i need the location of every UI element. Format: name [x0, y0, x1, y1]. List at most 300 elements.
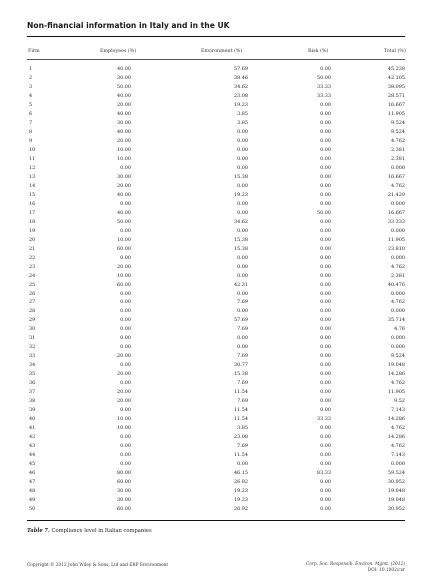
- cell-total: 2.381: [390, 155, 405, 162]
- section-heading: Non-financial information in Italy and in the UK: [27, 21, 230, 30]
- cell-employees: 20.00: [116, 263, 131, 270]
- cell-environment: 0.00: [237, 335, 248, 342]
- cell-risk: 0.00: [320, 452, 331, 459]
- cell-environment: 7.69: [237, 326, 248, 333]
- cell-environment: 0.00: [237, 209, 248, 216]
- cell-risk: 0.00: [320, 308, 331, 315]
- cell-environment: 11.54: [233, 407, 248, 414]
- cell-firm: 15: [29, 191, 36, 198]
- cell-firm: 35: [29, 371, 36, 378]
- cell-risk: 0.00: [320, 236, 331, 243]
- cell-environment: 7.69: [237, 380, 248, 387]
- cell-environment: 0.00: [237, 155, 248, 162]
- cell-total: 59.524: [387, 470, 405, 477]
- cell-total: 0.000: [390, 461, 405, 468]
- cell-employees: 10.00: [116, 236, 131, 243]
- table-row: [0, 237, 430, 246]
- cell-firm: 21: [29, 245, 36, 252]
- cell-environment: 26.92: [233, 506, 248, 513]
- cell-risk: 83.33: [316, 470, 331, 477]
- table-row: [0, 434, 430, 443]
- cell-risk: 0.00: [320, 281, 331, 288]
- cell-firm: 11: [29, 155, 36, 162]
- cell-environment: 15.38: [233, 245, 248, 252]
- cell-risk: 33.33: [316, 83, 331, 90]
- cell-risk: 0.00: [320, 425, 331, 432]
- cell-total: 33.333: [387, 218, 405, 225]
- cell-total: 14.286: [387, 416, 405, 423]
- cell-employees: 0.00: [120, 407, 131, 414]
- table-header-rule: [27, 59, 405, 60]
- cell-total: 9.52: [394, 398, 405, 405]
- cell-employees: 80.00: [116, 470, 131, 477]
- table-row: [0, 129, 430, 138]
- table-row: [0, 102, 430, 111]
- cell-total: 4.76: [394, 326, 405, 333]
- cell-firm: 9: [29, 137, 33, 144]
- cell-environment: 11.54: [233, 389, 248, 396]
- cell-firm: 16: [29, 200, 36, 207]
- cell-firm: 42: [29, 434, 36, 441]
- cell-employees: 10.00: [116, 425, 131, 432]
- cell-employees: 40.00: [116, 66, 131, 72]
- cell-risk: 0.00: [320, 110, 331, 117]
- cell-total: 9.524: [390, 128, 405, 135]
- table-row: [0, 174, 430, 183]
- cell-firm: 30: [29, 326, 36, 333]
- table-row: [0, 282, 430, 291]
- cell-firm: 31: [29, 335, 36, 342]
- table-row: [0, 353, 430, 362]
- cell-employees: 20.00: [116, 389, 131, 396]
- table-top-rule: [27, 36, 405, 37]
- cell-environment: 19.23: [233, 497, 248, 504]
- cell-environment: 0.00: [237, 146, 248, 153]
- cell-employees: 50.00: [116, 218, 131, 225]
- cell-employees: 0.00: [120, 254, 131, 261]
- cell-total: 7.143: [390, 452, 405, 459]
- table-row: [0, 120, 430, 129]
- cell-environment: 42.31: [233, 281, 248, 288]
- table-row: [0, 93, 430, 102]
- cell-total: 0.000: [390, 344, 405, 351]
- table-row: [0, 246, 430, 255]
- cell-employees: 0.00: [120, 317, 131, 324]
- cell-total: 0.000: [390, 227, 405, 234]
- cell-environment: 3.85: [237, 110, 248, 117]
- cell-firm: 14: [29, 182, 36, 189]
- cell-total: 4.762: [390, 425, 405, 432]
- cell-firm: 34: [29, 362, 36, 369]
- cell-firm: 37: [29, 389, 36, 396]
- cell-environment: 11.54: [233, 416, 248, 423]
- cell-firm: 2: [29, 74, 33, 81]
- cell-employees: 20.00: [116, 182, 131, 189]
- cell-employees: 40.00: [116, 128, 131, 135]
- table-row: [0, 380, 430, 389]
- cell-total: 0.000: [390, 254, 405, 261]
- cell-risk: 0.00: [320, 479, 331, 486]
- table-row: [0, 326, 430, 335]
- cell-firm: 27: [29, 299, 36, 306]
- cell-total: 7.143: [390, 407, 405, 414]
- cell-environment: 7.69: [237, 299, 248, 306]
- header-employees: Employees (%): [100, 49, 137, 54]
- cell-total: 0.000: [390, 308, 405, 315]
- cell-total: 11.905: [387, 110, 405, 117]
- cell-total: 11.905: [387, 236, 405, 243]
- cell-risk: 0.00: [320, 497, 331, 504]
- cell-risk: 0.00: [320, 434, 331, 441]
- cell-firm: 43: [29, 443, 36, 450]
- cell-environment: 0.00: [237, 263, 248, 270]
- cell-environment: 30.77: [233, 362, 248, 369]
- header-environment: Environment (%): [201, 49, 243, 54]
- cell-firm: 48: [29, 488, 36, 495]
- cell-environment: 0.00: [237, 272, 248, 279]
- cell-total: 16.667: [387, 209, 405, 216]
- cell-firm: 22: [29, 254, 36, 261]
- cell-risk: 0.00: [320, 191, 331, 198]
- cell-risk: 0.00: [320, 164, 331, 171]
- cell-environment: 0.00: [237, 461, 248, 468]
- cell-total: 38.095: [387, 83, 405, 90]
- cell-risk: 0.00: [320, 299, 331, 306]
- cell-employees: 0.00: [120, 380, 131, 387]
- cell-firm: 28: [29, 308, 36, 315]
- cell-environment: 26.92: [233, 479, 248, 486]
- table-row: [0, 219, 430, 228]
- cell-risk: 0.00: [320, 200, 331, 207]
- cell-employees: 20.00: [116, 353, 131, 360]
- cell-firm: 18: [29, 218, 36, 225]
- table-row: [0, 398, 430, 407]
- cell-firm: 26: [29, 290, 36, 297]
- cell-firm: 46: [29, 470, 36, 477]
- table-row: [0, 317, 430, 326]
- cell-firm: 17: [29, 209, 36, 216]
- table-row: [0, 443, 430, 452]
- cell-employees: 0.00: [120, 326, 131, 333]
- cell-risk: 0.00: [320, 371, 331, 378]
- cell-risk: 50.00: [316, 74, 331, 81]
- cell-environment: 0.00: [237, 227, 248, 234]
- cell-total: 4.762: [390, 137, 405, 144]
- table-row: [0, 228, 430, 237]
- cell-employees: 20.00: [116, 137, 131, 144]
- cell-employees: 0.00: [120, 461, 131, 468]
- table-row: [0, 66, 430, 75]
- cell-environment: 23.08: [233, 434, 248, 441]
- cell-employees: 20.00: [116, 371, 131, 378]
- cell-employees: 0.00: [120, 452, 131, 459]
- cell-environment: 7.69: [237, 353, 248, 360]
- cell-total: 14.286: [387, 371, 405, 378]
- cell-firm: 38: [29, 398, 36, 405]
- cell-firm: 50: [29, 506, 36, 513]
- cell-employees: 0.00: [120, 164, 131, 171]
- cell-firm: 13: [29, 173, 36, 180]
- cell-environment: 34.62: [233, 218, 248, 225]
- cell-environment: 57.69: [233, 317, 248, 324]
- cell-risk: 0.00: [320, 263, 331, 270]
- table-row: [0, 389, 430, 398]
- cell-risk: 0.00: [320, 272, 331, 279]
- cell-employees: 0.00: [120, 434, 131, 441]
- table-row: [0, 192, 430, 201]
- cell-environment: 34.62: [233, 83, 248, 90]
- cell-employees: 0.00: [120, 299, 131, 306]
- cell-firm: 49: [29, 497, 36, 504]
- cell-firm: 24: [29, 272, 36, 279]
- cell-total: 4.762: [390, 182, 405, 189]
- cell-firm: 32: [29, 344, 36, 351]
- table-row: [0, 165, 430, 174]
- table-row: [0, 461, 430, 470]
- cell-environment: 19.23: [233, 101, 248, 108]
- cell-environment: 38.46: [233, 74, 248, 81]
- cell-total: 30.952: [387, 506, 405, 513]
- cell-risk: 0.00: [320, 173, 331, 180]
- cell-risk: 33.33: [316, 92, 331, 99]
- table-row: [0, 183, 430, 192]
- cell-firm: 47: [29, 479, 36, 486]
- cell-total: 4.762: [390, 263, 405, 270]
- cell-risk: 0.00: [320, 182, 331, 189]
- cell-total: 11.905: [387, 389, 405, 396]
- table-row: [0, 470, 430, 479]
- cell-firm: 33: [29, 353, 36, 360]
- table-row: [0, 344, 430, 353]
- cell-firm: 20: [29, 236, 36, 243]
- cell-environment: 3.85: [237, 119, 248, 126]
- table-row: [0, 156, 430, 165]
- cell-total: 19.048: [387, 497, 405, 504]
- cell-employees: 60.00: [116, 479, 131, 486]
- cell-total: 4.762: [390, 299, 405, 306]
- table-row: [0, 407, 430, 416]
- cell-environment: 3.85: [237, 425, 248, 432]
- cell-risk: 0.00: [320, 146, 331, 153]
- table-row: [0, 255, 430, 264]
- cell-employees: 0.00: [120, 200, 131, 207]
- cell-total: 4.762: [390, 380, 405, 387]
- table-row: [0, 147, 430, 156]
- table-row: [0, 138, 430, 147]
- table-row: [0, 111, 430, 120]
- cell-employees: 0.00: [120, 227, 131, 234]
- cell-environment: 0.00: [237, 128, 248, 135]
- cell-risk: 0.00: [320, 128, 331, 135]
- table-row: [0, 210, 430, 219]
- cell-firm: 8: [29, 128, 33, 135]
- cell-environment: 46.15: [233, 470, 248, 477]
- cell-environment: 11.54: [233, 452, 248, 459]
- cell-employees: 60.00: [116, 506, 131, 513]
- cell-total: 16.667: [387, 101, 405, 108]
- table-row: [0, 335, 430, 344]
- cell-employees: 30.00: [116, 74, 131, 81]
- table-bottom-rule: [27, 520, 405, 521]
- cell-total: 21.429: [387, 191, 405, 198]
- cell-risk: 0.00: [320, 227, 331, 234]
- cell-employees: 10.00: [116, 272, 131, 279]
- cell-employees: 30.00: [116, 497, 131, 504]
- cell-total: 30.952: [387, 479, 405, 486]
- cell-total: 0.000: [390, 290, 405, 297]
- cell-risk: 33.33: [316, 416, 331, 423]
- cell-firm: 19: [29, 227, 36, 234]
- table-row: [0, 479, 430, 488]
- cell-environment: 0.00: [237, 182, 248, 189]
- cell-risk: 0.00: [320, 488, 331, 495]
- table-row: [0, 506, 430, 515]
- cell-environment: 0.00: [237, 164, 248, 171]
- cell-total: 45.238: [387, 66, 405, 72]
- table-row: [0, 488, 430, 497]
- cell-risk: 0.00: [320, 155, 331, 162]
- caption-label: Table 7.: [27, 528, 50, 534]
- cell-risk: 0.00: [320, 326, 331, 333]
- cell-firm: 3: [29, 83, 33, 90]
- table-row: [0, 291, 430, 300]
- cell-environment: 0.00: [237, 344, 248, 351]
- cell-risk: 0.00: [320, 218, 331, 225]
- cell-firm: 40: [29, 416, 36, 423]
- table-row: [0, 425, 430, 434]
- cell-environment: 15.38: [233, 236, 248, 243]
- cell-firm: 10: [29, 146, 36, 153]
- cell-environment: 7.69: [237, 443, 248, 450]
- table-row: [0, 497, 430, 506]
- header-firm: Firm: [28, 49, 40, 54]
- cell-employees: 0.00: [120, 308, 131, 315]
- cell-risk: 0.00: [320, 407, 331, 414]
- cell-risk: 0.00: [320, 119, 331, 126]
- caption-text: Compliance level in Italian companies: [51, 528, 152, 534]
- cell-total: 16.667: [387, 173, 405, 180]
- table-row: [0, 362, 430, 371]
- table-row: [0, 371, 430, 380]
- doi-text: DOI: 10.1002/csr: [367, 568, 405, 573]
- cell-environment: 0.00: [237, 254, 248, 261]
- cell-environment: 23.08: [233, 92, 248, 99]
- cell-employees: 40.00: [116, 110, 131, 117]
- cell-employees: 30.00: [116, 119, 131, 126]
- cell-risk: 0.00: [320, 362, 331, 369]
- cell-employees: 30.00: [116, 173, 131, 180]
- cell-total: 40.476: [387, 281, 405, 288]
- cell-employees: 10.00: [116, 416, 131, 423]
- header-risk: Risk (%): [308, 49, 329, 54]
- cell-risk: 0.00: [320, 101, 331, 108]
- cell-total: 19.048: [387, 362, 405, 369]
- cell-total: 35.714: [387, 317, 405, 324]
- cell-employees: 0.00: [120, 443, 131, 450]
- cell-environment: 15.38: [233, 371, 248, 378]
- header-total: Total (%): [384, 49, 406, 54]
- copyright-notice: Copyright © 2012 John Wiley & Sons, Ltd and ERP Environment: [27, 563, 169, 568]
- cell-risk: 0.00: [320, 290, 331, 297]
- cell-firm: 25: [29, 281, 36, 288]
- cell-total: 9.524: [390, 353, 405, 360]
- cell-employees: 40.00: [116, 191, 131, 198]
- cell-total: 4.762: [390, 443, 405, 450]
- cell-total: 2.381: [390, 272, 405, 279]
- cell-risk: 0.00: [320, 353, 331, 360]
- cell-risk: 0.00: [320, 254, 331, 261]
- cell-total: 14.286: [387, 434, 405, 441]
- table-row: [0, 452, 430, 461]
- cell-environment: 0.00: [237, 290, 248, 297]
- cell-total: 2.381: [390, 146, 405, 153]
- cell-firm: 39: [29, 407, 36, 414]
- cell-firm: 1: [29, 66, 33, 72]
- cell-risk: 0.00: [320, 398, 331, 405]
- cell-employees: 30.00: [116, 488, 131, 495]
- cell-firm: 7: [29, 119, 33, 126]
- cell-risk: 50.00: [316, 209, 331, 216]
- journal-info: [306, 562, 405, 574]
- cell-employees: 50.00: [116, 83, 131, 90]
- cell-total: 19.048: [387, 488, 405, 495]
- cell-firm: 12: [29, 164, 36, 171]
- cell-environment: 0.00: [237, 200, 248, 207]
- cell-firm: 4: [29, 92, 33, 99]
- cell-firm: 29: [29, 317, 36, 324]
- cell-risk: 0.00: [320, 380, 331, 387]
- cell-employees: 20.00: [116, 101, 131, 108]
- cell-risk: 0.00: [320, 335, 331, 342]
- cell-environment: 7.69: [237, 398, 248, 405]
- cell-risk: 0.00: [320, 461, 331, 468]
- cell-firm: 23: [29, 263, 36, 270]
- cell-environment: 57.69: [233, 66, 248, 72]
- journal-citation: Corp. Soc. Responsib. Environ. Mgmt. (2012): [305, 562, 405, 567]
- table-caption: [27, 528, 152, 534]
- cell-total: 0.000: [390, 164, 405, 171]
- cell-risk: 0.00: [320, 66, 331, 72]
- cell-environment: 19.23: [233, 488, 248, 495]
- cell-risk: 0.00: [320, 506, 331, 513]
- cell-risk: 0.00: [320, 245, 331, 252]
- cell-risk: 0.00: [320, 344, 331, 351]
- cell-total: 23.810: [387, 245, 405, 252]
- cell-firm: 45: [29, 461, 36, 468]
- cell-firm: 6: [29, 110, 33, 117]
- table-row: [0, 308, 430, 317]
- cell-employees: 60.00: [116, 281, 131, 288]
- cell-employees: 10.00: [116, 155, 131, 162]
- cell-firm: 41: [29, 425, 36, 432]
- cell-total: 0.000: [390, 335, 405, 342]
- cell-employees: 0.00: [120, 362, 131, 369]
- cell-risk: 0.00: [320, 317, 331, 324]
- cell-risk: 0.00: [320, 443, 331, 450]
- cell-environment: 0.00: [237, 137, 248, 144]
- cell-firm: 44: [29, 452, 36, 459]
- cell-employees: 0.00: [120, 290, 131, 297]
- table-row: [0, 84, 430, 93]
- cell-employees: 0.00: [120, 335, 131, 342]
- cell-risk: 0.00: [320, 137, 331, 144]
- cell-total: 42.105: [387, 74, 405, 81]
- cell-firm: 5: [29, 101, 33, 108]
- cell-total: 0.000: [390, 200, 405, 207]
- cell-environment: 0.00: [237, 308, 248, 315]
- table-row: [0, 201, 430, 210]
- cell-environment: 15.38: [233, 173, 248, 180]
